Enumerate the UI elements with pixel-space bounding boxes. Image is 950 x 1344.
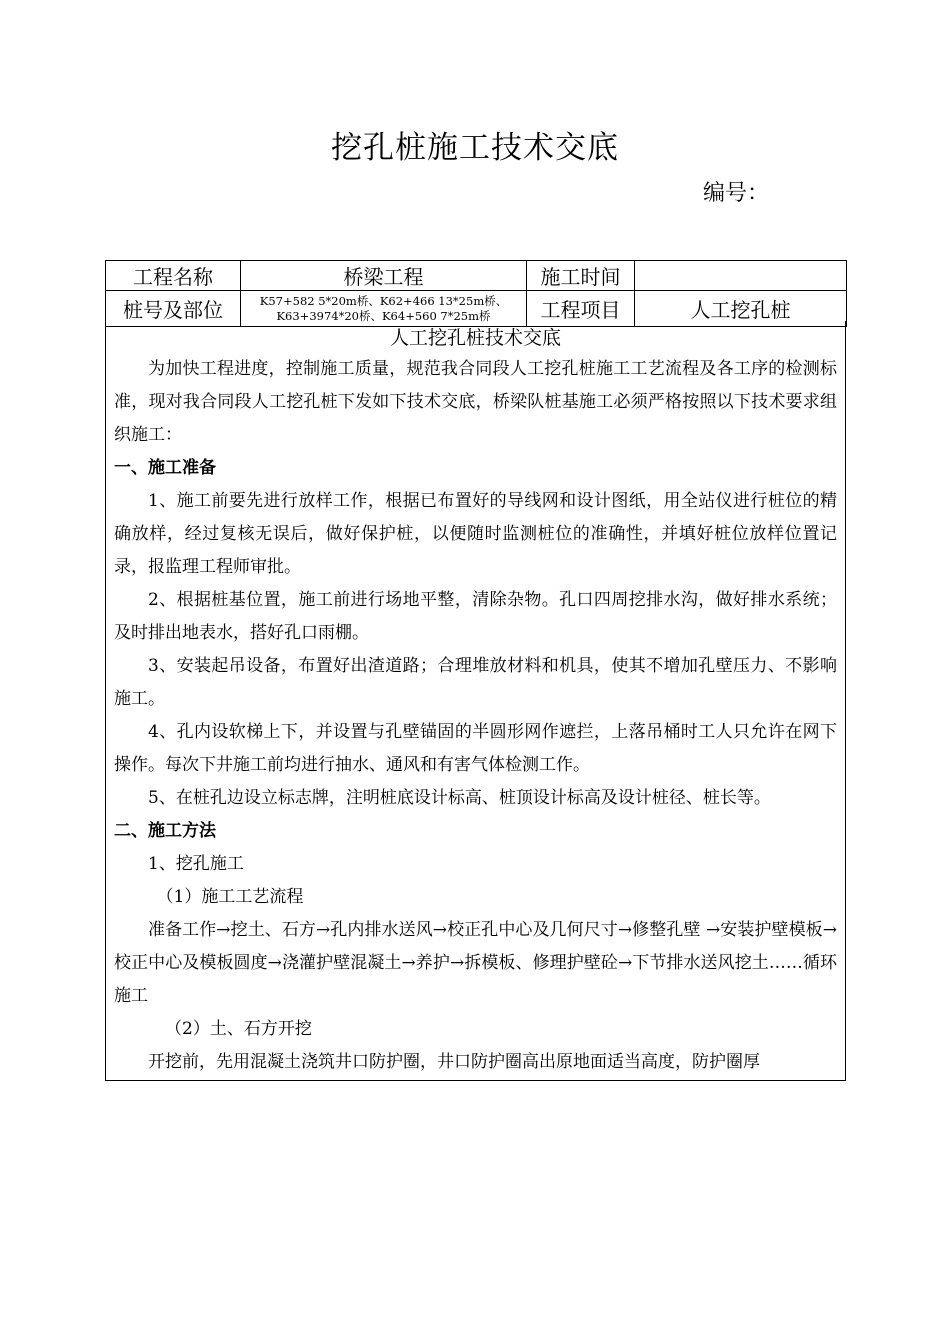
paragraph-prep-1: 1、施工前要先进行放样工作，根据已布置好的导线网和设计图纸，用全站仪进行桩位的精确放样，经过复核无误后，做好保护桩，以便随时监测桩位的准确性，并填好桩位放样位置记录，报监理工程师审批。 (114, 491, 837, 577)
serial-number-label: 编号： (703, 181, 770, 206)
paragraph-excavation-heading: （2）土、石方开挖 (165, 1019, 312, 1039)
document-title: 挖孔桩施工技术交底 (331, 130, 619, 166)
section-heading-method: 二、施工方法 (114, 821, 216, 841)
table-row (106, 261, 847, 291)
project-name-value: 桥梁工程 (241, 261, 527, 291)
paragraph-process-flow-heading: （1）施工工艺流程 (156, 887, 304, 907)
project-name-label: 工程名称 (106, 261, 241, 291)
disclosure-subtitle: 人工挖孔桩技术交底 (389, 327, 561, 349)
disclosure-content (106, 353, 845, 1079)
project-item-label: 工程项目 (527, 291, 635, 327)
paragraph-method-1: 1、挖孔施工 (148, 854, 244, 874)
pile-location-line-2: K63+3974*20桥、K64+560 7*25m桥 (276, 308, 491, 323)
construction-time-label: 施工时间 (527, 261, 635, 291)
paragraph-intro: 为加快工程进度，控制施工质量，规范我合同段人工挖孔桩施工工艺流程及各工序的检测标准，现对我合同段人工挖孔桩下发如下技术交底，桥梁队桩基施工必须严格按照以下技术要求组织施工： (114, 359, 837, 445)
paragraph-excavation: 开挖前，先用混凝土浇筑井口防护圈，井口防护圈高出原地面适当高度，防护圈厚 (148, 1052, 760, 1072)
paragraph-prep-4: 4、孔内设软梯上下，并设置与孔壁锚固的半圆形网作遮拦，上落吊桶时工人只允许在网下操作。每次下井施工前均进行抽水、通风和有害气体检测工作。 (114, 722, 837, 775)
paragraph-prep-3: 3、安装起吊设备，布置好出渣道路；合理堆放材料和机具，使其不增加孔壁压力、不影响施工。 (114, 656, 837, 709)
pile-location-line-1: K57+582 5*20m桥、K62+466 13*25m桥、 (259, 293, 508, 308)
project-item-value: 人工挖孔桩 (635, 291, 847, 327)
paragraph-prep-5: 5、在桩孔边设立标志牌，注明桩底设计标高、桩顶设计标高及设计桩径、桩长等。 (148, 788, 771, 808)
paragraph-prep-2: 2、根据桩基位置，施工前进行场地平整，清除杂物。孔口四周挖排水沟，做好排水系统；及时排出地表水，搭好孔口雨棚。 (114, 590, 837, 643)
section-heading-preparation: 一、施工准备 (114, 458, 216, 478)
construction-time-value (635, 261, 847, 291)
paragraph-process-flow: 准备工作→挖土、石方→孔内排水送风→校正孔中心及几何尺寸→修整孔壁 →安装护壁模板→校正中心及模板圆度→浇灌护壁混凝土→养护→拆模板、修理护壁砼→下节排水送风挖土……循环施工 (114, 920, 837, 1006)
disclosure-body (105, 321, 846, 1081)
pile-location-label: 桩号及部位 (106, 291, 241, 327)
project-info-table (105, 260, 847, 327)
